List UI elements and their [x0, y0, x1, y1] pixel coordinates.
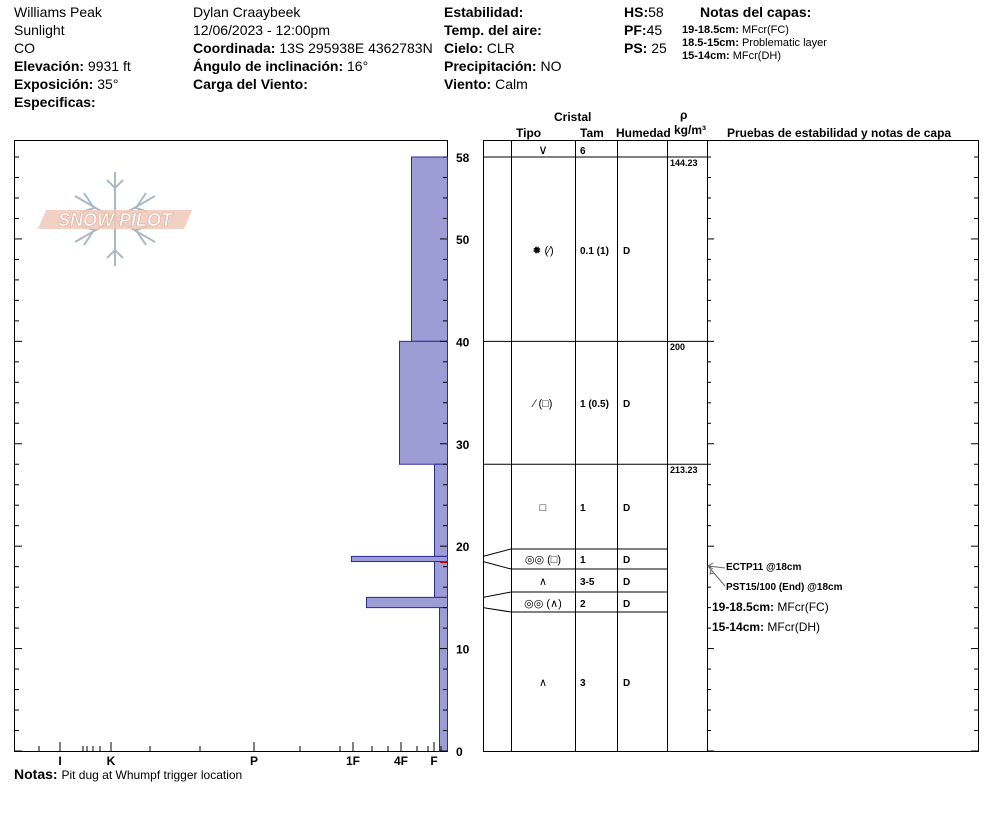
moisture-value: D [623, 599, 631, 610]
pf: PF:45 [624, 22, 663, 38]
moisture-value: D [623, 399, 631, 410]
crystal-size: 0.1 (1) [580, 246, 609, 257]
crystal-type-symbol: ⁄ (□) [533, 398, 553, 410]
crystal-type-symbol: ∨ [538, 142, 548, 157]
state: CO [14, 40, 35, 56]
layer-comment: 19-18.5cm: MFcr(FC) [712, 600, 829, 614]
hardness-bar [352, 556, 448, 561]
layer-boundary-connector [483, 549, 511, 556]
wind-load-label: Carga del Viento: [193, 76, 308, 92]
location: Williams Peak [14, 4, 102, 20]
crystal-size: 1 [580, 555, 586, 566]
y-tick-label: 58 [456, 151, 470, 165]
x-tick-label: K [106, 754, 116, 768]
size-header: Tam [580, 126, 604, 140]
hardness-bar [412, 157, 448, 341]
crystal-size: 3-5 [580, 577, 595, 588]
slope-angle: Ángulo de inclinación: 16° [193, 58, 369, 74]
layer-note: 15-14cm: MFcr(DH) [682, 50, 782, 62]
crystal-size: 6 [580, 146, 586, 157]
density-value: 144.23 [670, 158, 698, 168]
y-tick-label: 20 [456, 540, 470, 555]
crystal-size: 2 [580, 599, 586, 610]
hardness-bar [367, 597, 448, 607]
observer: Dylan Craaybeek [193, 4, 301, 20]
aspect: Exposición: 35° [14, 76, 119, 92]
crystal-type-symbol: ✹ (⁄) [532, 245, 554, 257]
rho-header: ρ [680, 108, 688, 122]
hardness-bar [400, 341, 448, 464]
layer-boundary-connector [483, 562, 511, 569]
crystal-type-symbol: ∧ [538, 677, 548, 689]
precipitation: Precipitación: NO [444, 58, 562, 74]
hardness-bar [440, 608, 448, 751]
crystal-type-symbol: ◎◎ (∧) [524, 598, 562, 610]
layer-table-frame [484, 141, 979, 752]
hardness-plot-frame [15, 141, 448, 752]
notes: Notas: Pit dug at Whumpf trigger location [14, 766, 243, 782]
datetime: 12/06/2023 - 12:00pm [193, 22, 330, 38]
stability-label: Estabilidad: [444, 4, 524, 20]
test-result: PST15/100 (End) @18cm [726, 582, 843, 593]
crystal-size: 1 [580, 503, 586, 514]
crystal-size: 1 (0.5) [580, 399, 609, 410]
y-tick-label: 30 [456, 437, 470, 452]
test-result: ECTP11 @18cm [726, 562, 802, 573]
crystal-size: 3 [580, 678, 586, 689]
layer-comment: 15-14cm: MFcr(DH) [712, 620, 821, 634]
sky: Cielo: CLR [444, 40, 515, 56]
x-tick-label: P [249, 754, 259, 768]
wind: Viento: Calm [444, 76, 528, 92]
y-tick-label: 40 [456, 335, 470, 350]
logo-text: SNOW PILOT [58, 210, 172, 230]
snowpilot-logo [38, 172, 192, 266]
layer-note: 18.5-15cm: Problematic layer [682, 37, 827, 49]
mountain-range: Sunlight [14, 22, 65, 38]
elevation: Elevación: 9931 ft [14, 58, 131, 74]
layer-boundary-connector [483, 592, 511, 597]
moisture-value: D [623, 678, 631, 689]
specifics-label: Especificas: [14, 94, 96, 110]
ps: PS: 25 [624, 40, 667, 56]
y-tick-label: 0 [456, 745, 463, 759]
x-tick-label: F [430, 754, 438, 768]
moisture-value: D [623, 577, 631, 588]
moisture-value: D [623, 503, 631, 514]
hardness-bar [435, 464, 448, 556]
moisture-value: D [623, 246, 631, 257]
x-tick-label: 4F [393, 754, 409, 768]
density-unit-header: kg/m³ [674, 123, 707, 137]
y-tick-label: 10 [456, 642, 470, 657]
layer-note: 19-18.5cm: MFcr(FC) [682, 24, 789, 36]
crystal-type-symbol: □ [539, 502, 547, 514]
x-tick-label: I [58, 754, 62, 768]
x-tick-label: 1F [345, 754, 361, 768]
layer-notes-title: Notas del capas: [700, 4, 812, 20]
hs: HS:58 [624, 4, 664, 20]
crystal-header: Cristal [554, 110, 592, 124]
density-value: 200 [670, 342, 686, 352]
type-header: Tipo [516, 126, 542, 140]
moisture-header: Humedad [616, 126, 671, 140]
crystal-type-symbol: ∧ [538, 576, 548, 588]
y-tick-label: 50 [456, 232, 470, 247]
layer-boundary-connector [483, 608, 511, 612]
crystal-type-symbol: ◎◎ (□) [524, 554, 562, 566]
test-arrows [708, 563, 725, 586]
air-temp-label: Temp. del aire: [444, 22, 542, 38]
moisture-value: D [623, 555, 631, 566]
tests-header: Pruebas de estabilidad y notas de capa [727, 126, 952, 140]
density-value: 213.23 [670, 465, 698, 475]
coordinates: Coordinada: 13S 295938E 4362783N [193, 40, 433, 56]
